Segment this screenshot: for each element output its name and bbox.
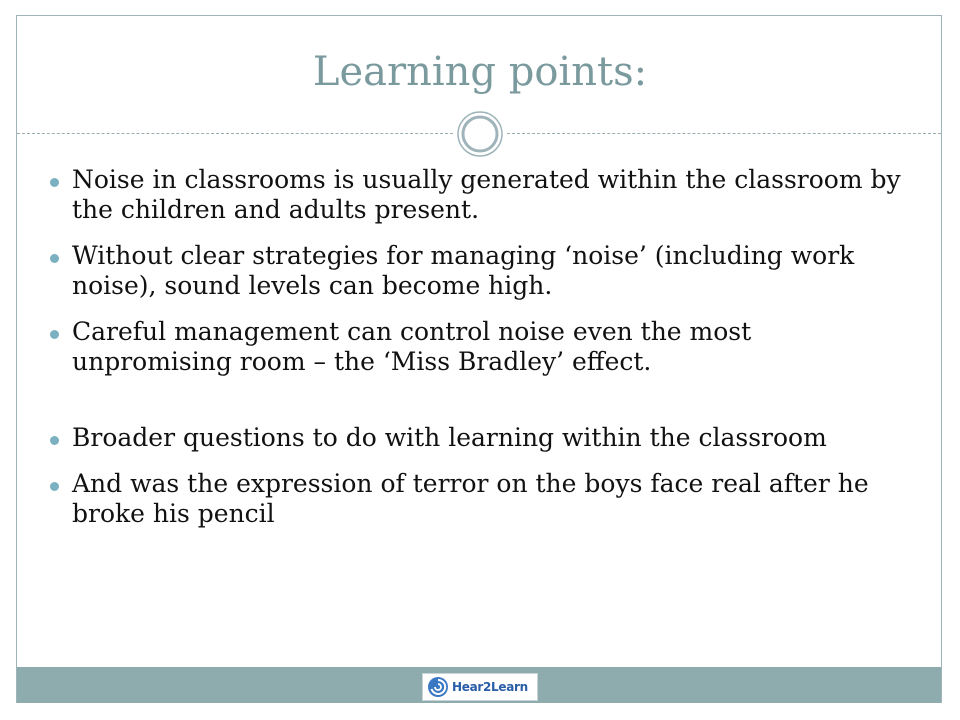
title-divider-left xyxy=(17,133,453,134)
swirl-logo-icon xyxy=(427,676,449,698)
bullet-text: Noise in classrooms is usually generated within the classroom by the children and adults present. xyxy=(72,165,901,224)
bullet-text: Broader questions to do with learning within the classroom xyxy=(72,423,827,452)
bullet-dot xyxy=(50,482,59,491)
double-ring-icon xyxy=(456,110,504,158)
bullet-item xyxy=(48,241,908,301)
bullet-item xyxy=(48,423,908,453)
hear2learn-logo xyxy=(422,673,538,701)
logo-text: Hear2Learn xyxy=(452,680,528,694)
bullet-text: Without clear strategies for managing ‘noise’ (including work noise), sound levels can become high. xyxy=(72,241,855,300)
bullet-dot xyxy=(50,254,59,263)
bullet-item xyxy=(48,317,908,377)
title-divider-right xyxy=(507,133,941,134)
bullet-list xyxy=(48,165,908,529)
bullet-item xyxy=(48,469,908,529)
bullet-dot xyxy=(50,436,59,445)
bullet-text: And was the expression of terror on the boys face real after he broke his pencil xyxy=(72,469,869,528)
slide-body xyxy=(48,165,908,545)
slide-title: Learning points: xyxy=(312,49,648,95)
bullet-item xyxy=(48,165,908,225)
bullet-dot xyxy=(50,178,59,187)
bullet-text: Careful management can control noise even the most unpromising room – the ‘Miss Bradley’ effect. xyxy=(72,317,752,376)
bullet-dot xyxy=(50,330,59,339)
